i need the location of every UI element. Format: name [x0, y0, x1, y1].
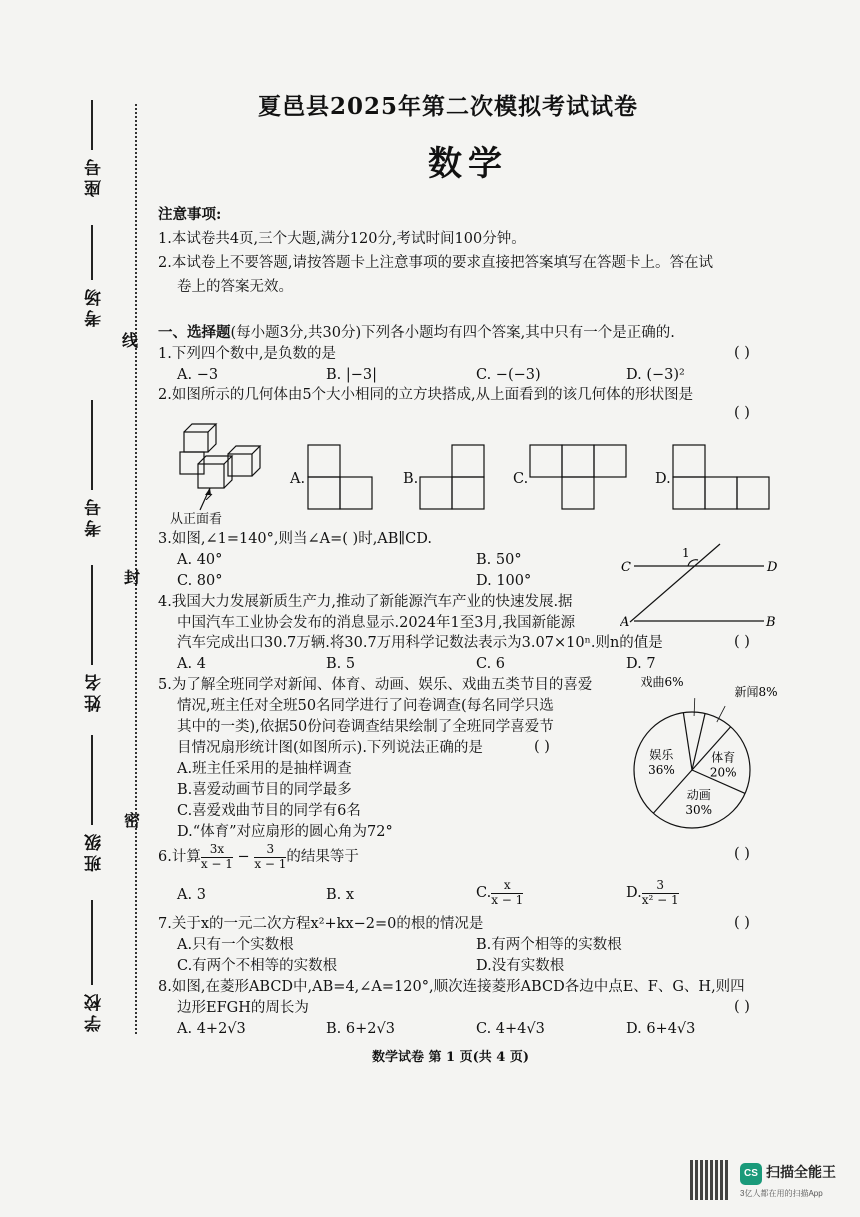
- camscanner-logo-icon: CS: [740, 1163, 762, 1185]
- q4-line-3: 汽车完成出口30.7万辆.将30.7万用科学记数法表示为3.07×10ⁿ.则n的值是: [177, 635, 663, 651]
- q6-suffix: 的结果等于: [286, 849, 359, 865]
- q3-angle-label: 1: [682, 546, 690, 560]
- qr-code-icon: [690, 1160, 730, 1200]
- q6-f2-num: 3: [254, 843, 286, 858]
- seal-char-line: 线: [122, 331, 139, 350]
- name-underline: [91, 565, 93, 665]
- q5-option-a: A.班主任采用的是抽样调查: [177, 761, 352, 777]
- q5-pie-chart: [612, 670, 792, 840]
- q1-option-c: C. −(−3): [476, 367, 541, 383]
- seal-char-secret: 密: [124, 811, 141, 830]
- exam-number-label: 考号: [85, 495, 105, 537]
- pie-label-戏曲: 戏曲6%: [640, 675, 684, 689]
- q1-answer-paren: ( ): [734, 345, 750, 361]
- q8-option-b: B. 6+2√3: [326, 1021, 395, 1037]
- q8-option-a: A. 4+2√3: [177, 1021, 246, 1037]
- q7-option-c: C.有两个不相等的实数根: [177, 958, 338, 974]
- q3-option-c: C. 80°: [177, 573, 223, 589]
- q6-option-d-fraction: [642, 879, 679, 908]
- q1-stem: 1.下列四个数中,是负数的是: [158, 346, 336, 362]
- q4-option-d: D. 7: [626, 656, 656, 672]
- q5-line-1: 5.为了解全班同学对新闻、体育、动画、娱乐、戏曲五类节目的喜爱: [158, 677, 593, 693]
- q6-option-c-fraction: [491, 879, 523, 908]
- q4-option-a: A. 4: [177, 656, 206, 672]
- school-label: 学校: [85, 990, 105, 1032]
- watermark-brand: 扫描全能王: [766, 1164, 836, 1180]
- q2-option-d: D.: [655, 471, 671, 487]
- section1-desc: (每小题3分,共30分)下列各小题均有四个答案,其中只有一个是正确的.: [230, 325, 675, 341]
- q3-option-b: B. 50°: [476, 552, 522, 568]
- pie-label-体育: 体育: [711, 750, 736, 765]
- q8-answer-paren: ( ): [734, 999, 750, 1015]
- q2-front-view-caption: 从正面看: [170, 512, 223, 527]
- q5-option-d: D.“体育”对应扇形的圆心角为72°: [177, 824, 393, 840]
- note-2: 2.本试卷上不要答题,请按答题卡上注意事项的要求直接把答案填写在答题卡上。答在试: [158, 255, 713, 271]
- class-label: 班级: [85, 830, 105, 872]
- q6-fraction-2: [254, 843, 286, 872]
- q6-option-a: A. 3: [177, 887, 206, 903]
- q8-line-1: 8.如图,在菱形ABCD中,AB=4,∠A=120°,顺次连接菱形ABCD各边中点E、F、G、H,则四: [158, 979, 745, 995]
- q6-f1-den: x − 1: [200, 856, 233, 871]
- q3-label-c: C: [621, 560, 631, 575]
- q4-line-2: 中国汽车工业协会发布的消息显示.2024年1至3月,我国新能源: [177, 615, 576, 631]
- pie-slice-boundary-戏曲: [683, 713, 692, 770]
- q2-option-a: A.: [290, 471, 306, 487]
- pie-label-娱乐: 娱乐: [649, 747, 674, 762]
- exam-room-label: 考场: [85, 285, 105, 327]
- q5-line-3: 其中的一类),依据50份问卷调查结果绘制了全班同学喜爱节: [177, 719, 554, 735]
- q8-option-d: D. 6+4√3: [626, 1021, 696, 1037]
- q2-option-b-figure: [419, 444, 485, 510]
- q3-stem: 3.如图,∠1=140°,则当∠A=( )时,AB∥CD.: [158, 531, 432, 547]
- exam-room-underline: [91, 225, 93, 280]
- q2-option-d-figure: [672, 444, 770, 510]
- q3-option-d: D. 100°: [476, 573, 532, 589]
- q4-option-c: C. 6: [476, 656, 506, 672]
- q5-option-b: B.喜爱动画节目的同学最多: [177, 782, 352, 798]
- section1-title: 一、选择题: [158, 324, 231, 341]
- q6-answer-paren: ( ): [734, 846, 750, 862]
- q3-option-a: A. 40°: [177, 552, 223, 568]
- q1-option-d: D. (−3)²: [626, 367, 685, 383]
- pie-leader-戏曲: [694, 698, 695, 716]
- q5-line-4: 目情况扇形统计图(如图所示).下列说法正确的是: [177, 740, 483, 756]
- q7-option-b: B.有两个相等的实数根: [476, 937, 622, 953]
- q5-answer-paren: ( ): [534, 739, 550, 755]
- pie-pct-娱乐: 36%: [648, 762, 675, 777]
- q6-f2-den: x − 1: [254, 856, 287, 871]
- seat-label: 座号: [85, 155, 105, 197]
- q1-option-b: B. |−3|: [326, 367, 378, 383]
- pie-pct-动画: 30%: [685, 803, 713, 818]
- q4-line-1: 4.我国大力发展新质生产力,推动了新能源汽车产业的快速发展.据: [158, 594, 573, 610]
- q2-option-c: C.: [513, 471, 529, 487]
- q2-cube-figure: [176, 420, 272, 500]
- q7-answer-paren: ( ): [734, 915, 750, 931]
- q3-label-d: D: [767, 560, 778, 575]
- q6-c-den: x − 1: [491, 892, 524, 907]
- q4-option-b: B. 5: [326, 656, 356, 672]
- q6-fraction-1: [201, 843, 233, 872]
- class-underline: [91, 735, 93, 825]
- q6-minus: −: [237, 849, 250, 865]
- pie-label-动画: 动画: [686, 788, 711, 803]
- q7-option-d: D.没有实数根: [476, 958, 565, 974]
- seat-underline: [91, 100, 93, 150]
- q2-option-b: B.: [403, 471, 419, 487]
- q6-d-num: 3: [642, 879, 679, 894]
- pie-label-新闻: 新闻8%: [734, 685, 778, 699]
- subject-title: 数学: [428, 144, 508, 184]
- q1-option-a: A. −3: [177, 367, 219, 383]
- q2-view-arrow: [196, 486, 216, 514]
- q3-label-a: A: [620, 615, 630, 630]
- q6-f1-num: 3x: [201, 843, 233, 858]
- q6-option-d: [626, 878, 679, 908]
- school-underline: [91, 900, 93, 985]
- pie-slice-boundary-新闻: [692, 713, 705, 770]
- exam-title: 夏邑县2025年第二次模拟考试试卷: [258, 93, 639, 120]
- watermark-tagline: 3亿人都在用的扫描App: [740, 1189, 823, 1198]
- seal-char-seal: 封: [124, 568, 141, 587]
- q6-option-c: [476, 878, 523, 908]
- page-footer: 数学试卷 第 1 页(共 4 页): [372, 1050, 530, 1065]
- section1-heading: [158, 324, 675, 343]
- q6-option-d-label: D.: [626, 885, 642, 901]
- q8-option-c: C. 4+4√3: [476, 1021, 545, 1037]
- note-1: 1.本试卷共4页,三个大题,满分120分,考试时间100分钟。: [158, 231, 526, 247]
- q4-answer-paren: ( ): [734, 634, 750, 650]
- q6-prefix: 6.计算: [158, 849, 201, 865]
- notes-heading: 注意事项:: [158, 206, 222, 223]
- q6-stem: [158, 842, 359, 872]
- q2-option-a-figure: [307, 444, 373, 510]
- exam-number-underline: [91, 400, 93, 490]
- q3-label-b: B: [766, 615, 776, 630]
- q8-line-2: 边形EFGH的周长为: [177, 1000, 309, 1016]
- q2-stem: 2.如图所示的几何体由5个大小相同的立方块搭成,从上面看到的该几何体的形状图是: [158, 387, 694, 403]
- q3-parallel-lines-figure: [620, 540, 780, 630]
- q5-line-2: 情况,班主任对全班50名同学进行了问卷调查(每名同学只选: [177, 698, 554, 714]
- q2-answer-paren: ( ): [734, 405, 750, 421]
- q2-option-c-figure: [529, 444, 627, 510]
- q6-c-num: x: [491, 879, 523, 894]
- note-2-cont: 卷上的答案无效。: [177, 279, 293, 295]
- q7-stem: 7.关于x的一元二次方程x²+kx−2=0的根的情况是: [158, 916, 484, 932]
- q6-option-c-label: C.: [476, 885, 492, 901]
- pie-pct-体育: 20%: [709, 765, 737, 780]
- q6-d-den: x² − 1: [641, 892, 679, 907]
- name-label: 姓名: [85, 670, 105, 712]
- q6-option-b: B. x: [326, 887, 355, 903]
- q7-option-a: A.只有一个实数根: [177, 937, 294, 953]
- q5-option-c: C.喜爱戏曲节目的同学有6名: [177, 803, 361, 819]
